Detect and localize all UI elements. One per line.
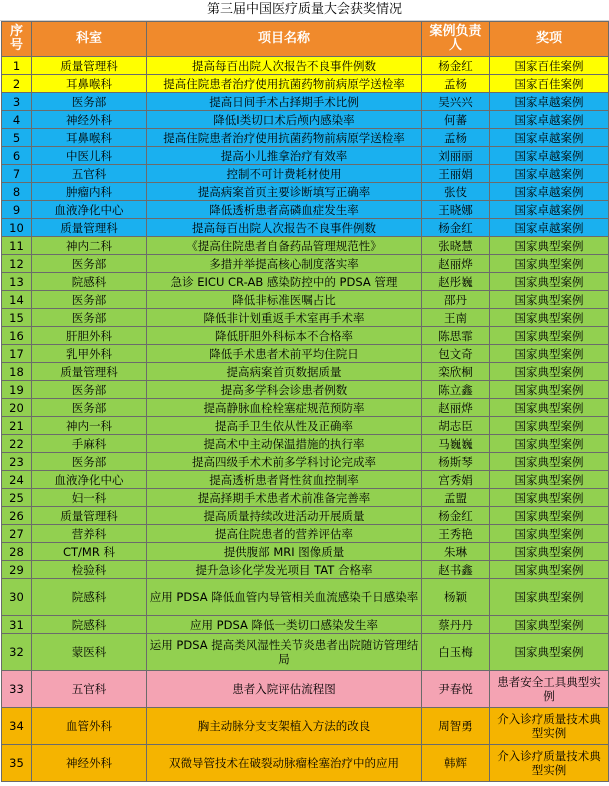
table-row (2, 75, 609, 93)
row-number: 16 (2, 327, 32, 345)
department-cell: 医务部 (32, 399, 147, 417)
case-lead-cell: 白玉梅 (422, 634, 490, 671)
row-number: 7 (2, 165, 32, 183)
department-cell: 医务部 (32, 309, 147, 327)
header-award: 奖项 (490, 22, 609, 57)
header-project: 项目名称 (147, 22, 422, 57)
department-cell: 耳鼻喉科 (32, 129, 147, 147)
header-lead: 案例负责人 (422, 22, 490, 57)
award-cell: 介入诊疗质量技术典型实例 (490, 745, 609, 782)
award-cell: 国家典型案例 (490, 543, 609, 561)
case-lead-cell: 周智勇 (422, 708, 490, 745)
award-cell: 国家典型案例 (490, 561, 609, 579)
award-cell: 国家卓越案例 (490, 93, 609, 111)
table-row (2, 435, 609, 453)
row-number: 9 (2, 201, 32, 219)
project-name-cell: 《提高住院患者自备药品管理规范性》 (147, 237, 422, 255)
row-number: 21 (2, 417, 32, 435)
table-row (2, 111, 609, 129)
case-lead-cell: 孟盟 (422, 489, 490, 507)
award-cell: 国家卓越案例 (490, 219, 609, 237)
case-lead-cell: 王丽娟 (422, 165, 490, 183)
table-row (2, 579, 609, 616)
department-cell: 质量管理科 (32, 219, 147, 237)
department-cell: 院感科 (32, 579, 147, 616)
award-cell: 介入诊疗质量技术典型实例 (490, 708, 609, 745)
table-row (2, 255, 609, 273)
table-row (2, 417, 609, 435)
award-cell: 国家百佳案例 (490, 75, 609, 93)
case-lead-cell: 陈思霏 (422, 327, 490, 345)
department-cell: 血液净化中心 (32, 471, 147, 489)
project-name-cell: 提供腹部 MRI 图像质量 (147, 543, 422, 561)
department-cell: 神经外科 (32, 111, 147, 129)
award-cell: 患者安全工具典型实例 (490, 671, 609, 708)
case-lead-cell: 胡志臣 (422, 417, 490, 435)
row-number: 28 (2, 543, 32, 561)
award-cell: 国家百佳案例 (490, 57, 609, 75)
project-name-cell: 提高每百出院人次报告不良事件例数 (147, 57, 422, 75)
department-cell: 营养科 (32, 525, 147, 543)
row-number: 1 (2, 57, 32, 75)
table-row (2, 327, 609, 345)
department-cell: 五官科 (32, 671, 147, 708)
award-cell: 国家典型案例 (490, 507, 609, 525)
row-number: 24 (2, 471, 32, 489)
award-cell: 国家典型案例 (490, 255, 609, 273)
department-cell: 肿瘤内科 (32, 183, 147, 201)
award-cell: 国家卓越案例 (490, 129, 609, 147)
department-cell: 质量管理科 (32, 363, 147, 381)
project-name-cell: 多措并举提高核心制度落实率 (147, 255, 422, 273)
table-row (2, 363, 609, 381)
case-lead-cell: 韩辉 (422, 745, 490, 782)
row-number: 6 (2, 147, 32, 165)
row-number: 32 (2, 634, 32, 671)
department-cell: 质量管理科 (32, 57, 147, 75)
case-lead-cell: 何蕃 (422, 111, 490, 129)
case-lead-cell: 杨金红 (422, 57, 490, 75)
project-name-cell: 提高透析患者肾性贫血控制率 (147, 471, 422, 489)
award-cell: 国家典型案例 (490, 579, 609, 616)
award-cell: 国家典型案例 (490, 291, 609, 309)
case-lead-cell: 王秀艳 (422, 525, 490, 543)
award-cell: 国家典型案例 (490, 435, 609, 453)
project-name-cell: 应用 PDSA 降低一类切口感染发生率 (147, 616, 422, 634)
award-cell: 国家典型案例 (490, 273, 609, 291)
project-name-cell: 提高四级手术术前多学科讨论完成率 (147, 453, 422, 471)
department-cell: 神内二科 (32, 237, 147, 255)
project-name-cell: 急诊 EICU CR-AB 感染防控中的 PDSA 管理 (147, 273, 422, 291)
department-cell: 血液净化中心 (32, 201, 147, 219)
award-cell: 国家典型案例 (490, 399, 609, 417)
table-row (2, 616, 609, 634)
table-row (2, 147, 609, 165)
award-cell: 国家典型案例 (490, 453, 609, 471)
table-row (2, 525, 609, 543)
case-lead-cell: 孟杨 (422, 129, 490, 147)
award-cell: 国家卓越案例 (490, 165, 609, 183)
table-header-row (2, 22, 609, 57)
department-cell: 耳鼻喉科 (32, 75, 147, 93)
header-no: 序号 (2, 22, 32, 57)
project-name-cell: 提高静脉血栓栓塞症规范预防率 (147, 399, 422, 417)
table-body (2, 57, 609, 782)
project-name-cell: 提高日间手术占择期手术比例 (147, 93, 422, 111)
project-name-cell: 提高手卫生依从性及正确率 (147, 417, 422, 435)
row-number: 3 (2, 93, 32, 111)
department-cell: 检验科 (32, 561, 147, 579)
row-number: 15 (2, 309, 32, 327)
case-lead-cell: 杨金红 (422, 507, 490, 525)
project-name-cell: 降低手术患者术前平均住院日 (147, 345, 422, 363)
award-cell: 国家典型案例 (490, 381, 609, 399)
table-row (2, 273, 609, 291)
award-cell: 国家典型案例 (490, 634, 609, 671)
row-number: 31 (2, 616, 32, 634)
case-lead-cell: 包文奇 (422, 345, 490, 363)
department-cell: 医务部 (32, 93, 147, 111)
project-name-cell: 降低非计划重返手术室再手术率 (147, 309, 422, 327)
table-row (2, 237, 609, 255)
award-cell: 国家卓越案例 (490, 201, 609, 219)
table-row (2, 57, 609, 75)
award-cell: 国家卓越案例 (490, 111, 609, 129)
department-cell: 神内一科 (32, 417, 147, 435)
project-name-cell: 降低非标准医嘱占比 (147, 291, 422, 309)
department-cell: 手麻科 (32, 435, 147, 453)
table-row (2, 183, 609, 201)
case-lead-cell: 赵彤巍 (422, 273, 490, 291)
table-row (2, 165, 609, 183)
table-row (2, 708, 609, 745)
award-cell: 国家典型案例 (490, 237, 609, 255)
project-name-cell: 降低肝胆外科标本不合格率 (147, 327, 422, 345)
table-row (2, 381, 609, 399)
department-cell: 五官科 (32, 165, 147, 183)
case-lead-cell: 杨斯琴 (422, 453, 490, 471)
project-name-cell: 双微导管技术在破裂动脉瘤栓塞治疗中的应用 (147, 745, 422, 782)
table-row (2, 453, 609, 471)
table-row (2, 543, 609, 561)
row-number: 26 (2, 507, 32, 525)
awards-table (1, 21, 609, 782)
table-row (2, 129, 609, 147)
row-number: 20 (2, 399, 32, 417)
row-number: 18 (2, 363, 32, 381)
project-name-cell: 提高每百出院人次报告不良事件例数 (147, 219, 422, 237)
project-name-cell: 提高术中主动保温措施的执行率 (147, 435, 422, 453)
project-name-cell: 胸主动脉分支支架植入方法的改良 (147, 708, 422, 745)
table-row (2, 471, 609, 489)
project-name-cell: 控制不可计费耗材使用 (147, 165, 422, 183)
row-number: 29 (2, 561, 32, 579)
row-number: 27 (2, 525, 32, 543)
row-number: 12 (2, 255, 32, 273)
row-number: 8 (2, 183, 32, 201)
case-lead-cell: 孟杨 (422, 75, 490, 93)
row-number: 25 (2, 489, 32, 507)
department-cell: 院感科 (32, 273, 147, 291)
award-cell: 国家典型案例 (490, 525, 609, 543)
case-lead-cell: 朱琳 (422, 543, 490, 561)
project-name-cell: 提高多学科会诊患者例数 (147, 381, 422, 399)
row-number: 4 (2, 111, 32, 129)
project-name-cell: 应用 PDSA 降低血管内导管相关血流感染千日感染率 (147, 579, 422, 616)
row-number: 30 (2, 579, 32, 616)
table-row (2, 399, 609, 417)
row-number: 34 (2, 708, 32, 745)
row-number: 14 (2, 291, 32, 309)
table-row (2, 219, 609, 237)
project-name-cell: 提高小儿推拿治疗有效率 (147, 147, 422, 165)
project-name-cell: 降低Ⅰ类切口术后颅内感染率 (147, 111, 422, 129)
case-lead-cell: 赵书鑫 (422, 561, 490, 579)
case-lead-cell: 陈立鑫 (422, 381, 490, 399)
department-cell: 医务部 (32, 291, 147, 309)
case-lead-cell: 刘丽丽 (422, 147, 490, 165)
case-lead-cell: 栾欣桐 (422, 363, 490, 381)
award-cell: 国家典型案例 (490, 489, 609, 507)
row-number: 2 (2, 75, 32, 93)
award-cell: 国家典型案例 (490, 363, 609, 381)
project-name-cell: 提升急诊化学发光项目 TAT 合格率 (147, 561, 422, 579)
department-cell: 血管外科 (32, 708, 147, 745)
case-lead-cell: 张晓慧 (422, 237, 490, 255)
award-cell: 国家典型案例 (490, 309, 609, 327)
case-lead-cell: 尹春悦 (422, 671, 490, 708)
table-row (2, 345, 609, 363)
table-row (2, 309, 609, 327)
table-row (2, 671, 609, 708)
table-row (2, 201, 609, 219)
row-number: 23 (2, 453, 32, 471)
department-cell: 肝胆外科 (32, 327, 147, 345)
department-cell: 医务部 (32, 453, 147, 471)
row-number: 33 (2, 671, 32, 708)
header-dept: 科室 (32, 22, 147, 57)
department-cell: 乳甲外科 (32, 345, 147, 363)
case-lead-cell: 马巍巍 (422, 435, 490, 453)
row-number: 10 (2, 219, 32, 237)
row-number: 35 (2, 745, 32, 782)
project-name-cell: 患者入院评估流程图 (147, 671, 422, 708)
table-row (2, 507, 609, 525)
award-cell: 国家典型案例 (490, 345, 609, 363)
row-number: 11 (2, 237, 32, 255)
page-title: 第三届中国医疗质量大会获奖情况 (0, 0, 609, 21)
project-name-cell: 提高病案首页主要诊断填写正确率 (147, 183, 422, 201)
case-lead-cell: 王南 (422, 309, 490, 327)
department-cell: 蒙医科 (32, 634, 147, 671)
case-lead-cell: 赵丽烨 (422, 399, 490, 417)
department-cell: 医务部 (32, 255, 147, 273)
row-number: 13 (2, 273, 32, 291)
case-lead-cell: 张伎 (422, 183, 490, 201)
award-cell: 国家典型案例 (490, 417, 609, 435)
award-cell: 国家典型案例 (490, 471, 609, 489)
case-lead-cell: 吴兴兴 (422, 93, 490, 111)
case-lead-cell: 蔡丹丹 (422, 616, 490, 634)
table-row (2, 489, 609, 507)
department-cell: 质量管理科 (32, 507, 147, 525)
table-row (2, 634, 609, 671)
department-cell: 神经外科 (32, 745, 147, 782)
department-cell: CT/MR 科 (32, 543, 147, 561)
project-name-cell: 提高住院患者治疗使用抗菌药物前病原学送检率 (147, 75, 422, 93)
department-cell: 妇一科 (32, 489, 147, 507)
award-cell: 国家卓越案例 (490, 183, 609, 201)
department-cell: 中医儿科 (32, 147, 147, 165)
project-name-cell: 提高病案首页数据质量 (147, 363, 422, 381)
table-row (2, 93, 609, 111)
table-row (2, 745, 609, 782)
project-name-cell: 降低透析患者高磷血症发生率 (147, 201, 422, 219)
row-number: 17 (2, 345, 32, 363)
case-lead-cell: 王晓娜 (422, 201, 490, 219)
award-cell: 国家典型案例 (490, 616, 609, 634)
project-name-cell: 提高住院患者治疗使用抗菌药物前病原学送检率 (147, 129, 422, 147)
case-lead-cell: 杨金红 (422, 219, 490, 237)
department-cell: 医务部 (32, 381, 147, 399)
row-number: 5 (2, 129, 32, 147)
case-lead-cell: 宫秀娟 (422, 471, 490, 489)
case-lead-cell: 邵丹 (422, 291, 490, 309)
project-name-cell: 提高择期手术患者术前准备完善率 (147, 489, 422, 507)
award-cell: 国家卓越案例 (490, 147, 609, 165)
project-name-cell: 提高质量持续改进活动开展质量 (147, 507, 422, 525)
project-name-cell: 运用 PDSA 提高类风湿性关节炎患者出院随访管理结局 (147, 634, 422, 671)
row-number: 19 (2, 381, 32, 399)
row-number: 22 (2, 435, 32, 453)
case-lead-cell: 赵丽烨 (422, 255, 490, 273)
award-cell: 国家典型案例 (490, 327, 609, 345)
table-row (2, 291, 609, 309)
table-row (2, 561, 609, 579)
project-name-cell: 提高住院患者的营养评估率 (147, 525, 422, 543)
case-lead-cell: 杨颖 (422, 579, 490, 616)
department-cell: 院感科 (32, 616, 147, 634)
